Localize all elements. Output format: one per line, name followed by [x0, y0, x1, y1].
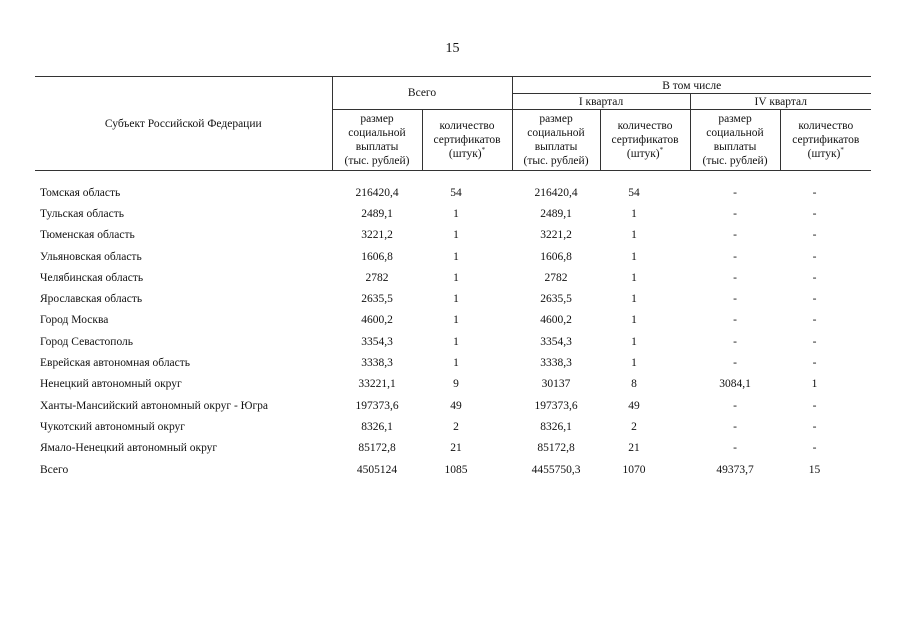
- quarter-4-header: IV квартал: [690, 94, 871, 110]
- q4-count: 1: [811, 378, 818, 391]
- q1-payment: 3338,3: [540, 357, 572, 370]
- q1-payment-header: размер социальной выплаты (тыс. рублей): [512, 110, 600, 171]
- total-payment: 3338,3: [361, 357, 393, 370]
- table-row: [35, 288, 871, 309]
- q4-count: -: [812, 399, 817, 412]
- region-name: Томская область: [40, 186, 121, 199]
- total-count: 1: [453, 314, 459, 327]
- total-count: 1: [453, 357, 459, 370]
- total-count: 54: [450, 186, 462, 199]
- q1-count: 1: [631, 250, 637, 263]
- region-name: Город Севастополь: [40, 335, 134, 348]
- q1-count: 1: [631, 207, 637, 220]
- table-row: [35, 374, 871, 395]
- q1-payment: 216420,4: [534, 186, 578, 199]
- total-payment: 2635,5: [361, 293, 393, 306]
- total-payment: 4600,2: [361, 314, 393, 327]
- table-row: [35, 246, 871, 267]
- region-name: Ханты-Мансийский автономный округ - Югра: [40, 399, 269, 412]
- q1-count-header: количество сертификатов (штук)*: [600, 110, 690, 171]
- q4-payment: -: [733, 420, 737, 433]
- q4-payment: -: [733, 293, 737, 306]
- q4-count: -: [812, 335, 817, 348]
- total-payment: 2489,1: [361, 207, 393, 220]
- q1-count: 1: [631, 293, 637, 306]
- table-row: [35, 352, 871, 373]
- q4-payment: -: [733, 314, 737, 327]
- table-row: [35, 203, 871, 224]
- total-count: 1: [453, 207, 459, 220]
- total-payment: 85172,8: [358, 442, 396, 455]
- page-number: 15: [445, 41, 460, 56]
- q4-payment: -: [733, 271, 737, 284]
- region-name: Челябинская область: [40, 271, 144, 284]
- region-name: Ульяновская область: [40, 250, 142, 263]
- q4-payment-header: размер социальной выплаты (тыс. рублей): [690, 110, 780, 171]
- total-count: 1: [453, 293, 459, 306]
- total-row: [35, 459, 871, 480]
- including-column-header: В том числе: [512, 77, 871, 94]
- total-payment: 197373,6: [355, 399, 399, 412]
- region-name: Чукотский автономный округ: [40, 420, 186, 433]
- table-row: [35, 267, 871, 288]
- q1-payment: 197373,6: [534, 399, 578, 412]
- region-name: Ярославская область: [40, 293, 143, 306]
- total-count: 1: [453, 229, 459, 242]
- q4-payment: -: [733, 335, 737, 348]
- region-name: Тюменская область: [40, 229, 135, 242]
- q1-payment: 2782: [544, 271, 568, 284]
- social-payments-table: [35, 76, 871, 480]
- q4-count: 15: [808, 463, 821, 476]
- table-row: [35, 182, 871, 203]
- q1-payment: 2489,1: [540, 207, 572, 220]
- q1-count: 1: [631, 229, 637, 242]
- q1-count: 21: [628, 442, 640, 455]
- q4-payment: -: [733, 186, 737, 199]
- total-count: 49: [450, 399, 462, 412]
- q4-payment: 49373,7: [716, 463, 754, 476]
- q1-count: 1: [631, 271, 637, 284]
- q4-count: -: [812, 442, 817, 455]
- q1-count: 1: [631, 357, 637, 370]
- q4-payment: -: [733, 250, 737, 263]
- footnote-mark: *: [481, 146, 486, 155]
- q1-count: 49: [628, 399, 640, 412]
- q4-count: -: [812, 314, 817, 327]
- q4-payment: -: [733, 229, 737, 242]
- q1-payment: 2635,5: [540, 293, 572, 306]
- q4-payment: -: [733, 207, 737, 220]
- total-count: 9: [453, 378, 459, 391]
- q1-count: 54: [628, 186, 640, 199]
- table-row: [35, 395, 871, 416]
- total-count: 21: [450, 442, 462, 455]
- q1-payment: 1606,8: [540, 250, 572, 263]
- total-count: 1: [453, 250, 459, 263]
- q4-count: -: [812, 207, 817, 220]
- table-row: [35, 225, 871, 246]
- total-payment-header: размер социальной выплаты (тыс. рублей): [332, 110, 422, 171]
- table-row: [35, 416, 871, 437]
- table-row: [35, 438, 871, 459]
- region-name: Еврейская автономная область: [40, 357, 191, 370]
- region-name: Ямало-Ненецкий автономный округ: [40, 442, 218, 455]
- total-column-header: Всего: [332, 77, 512, 110]
- q1-count: 1: [631, 314, 637, 327]
- table-row: [35, 310, 871, 331]
- q4-count: -: [812, 229, 817, 242]
- q4-count-header: количество сертификатов (штук)*: [780, 110, 871, 171]
- q1-payment: 30137: [541, 378, 571, 391]
- total-count-header: количество сертификатов (штук)*: [422, 110, 512, 171]
- footnote-mark: *: [659, 146, 664, 155]
- q1-payment: 3221,2: [540, 229, 572, 242]
- total-payment: 3221,2: [361, 229, 393, 242]
- region-name: Город Москва: [40, 314, 109, 327]
- q4-count: -: [812, 357, 817, 370]
- q4-count: -: [812, 271, 817, 284]
- q1-count: 1: [631, 335, 637, 348]
- region-name: Ненецкий автономный округ: [40, 378, 182, 391]
- total-payment: 1606,8: [361, 250, 393, 263]
- q4-count: -: [812, 293, 817, 306]
- total-payment: 2782: [365, 271, 389, 284]
- q1-payment: 8326,1: [540, 420, 572, 433]
- q1-count: 2: [631, 420, 637, 433]
- total-count: 1: [453, 335, 459, 348]
- total-payment: 8326,1: [361, 420, 393, 433]
- subject-column-header: Субъект Российской Федерации: [35, 77, 332, 171]
- q4-count: -: [812, 420, 817, 433]
- q4-payment: -: [733, 357, 737, 370]
- total-payment: 33221,1: [358, 378, 396, 391]
- q1-payment: 4600,2: [540, 314, 572, 327]
- table-body: [35, 171, 871, 481]
- q4-count: -: [812, 186, 817, 199]
- region-name: Всего: [40, 463, 69, 476]
- q4-payment: 3084,1: [719, 378, 751, 391]
- table-header: [35, 77, 871, 171]
- q1-payment: 85172,8: [537, 442, 575, 455]
- q1-count: 8: [631, 378, 637, 391]
- total-payment: 3354,3: [361, 335, 393, 348]
- total-payment: 216420,4: [355, 186, 399, 199]
- q4-count: -: [812, 250, 817, 263]
- total-count: 1085: [444, 463, 468, 476]
- q1-payment: 3354,3: [540, 335, 572, 348]
- table-row: [35, 331, 871, 352]
- total-payment: 4505124: [356, 463, 398, 476]
- quarter-1-header: I квартал: [512, 94, 690, 110]
- q1-payment: 4455750,3: [531, 463, 581, 476]
- q4-payment: -: [733, 399, 737, 412]
- q1-count: 1070: [622, 463, 646, 476]
- region-name: Тульская область: [40, 207, 124, 220]
- total-count: 1: [453, 271, 459, 284]
- q4-payment: -: [733, 442, 737, 455]
- total-count: 2: [453, 420, 459, 433]
- footnote-mark: *: [840, 146, 844, 155]
